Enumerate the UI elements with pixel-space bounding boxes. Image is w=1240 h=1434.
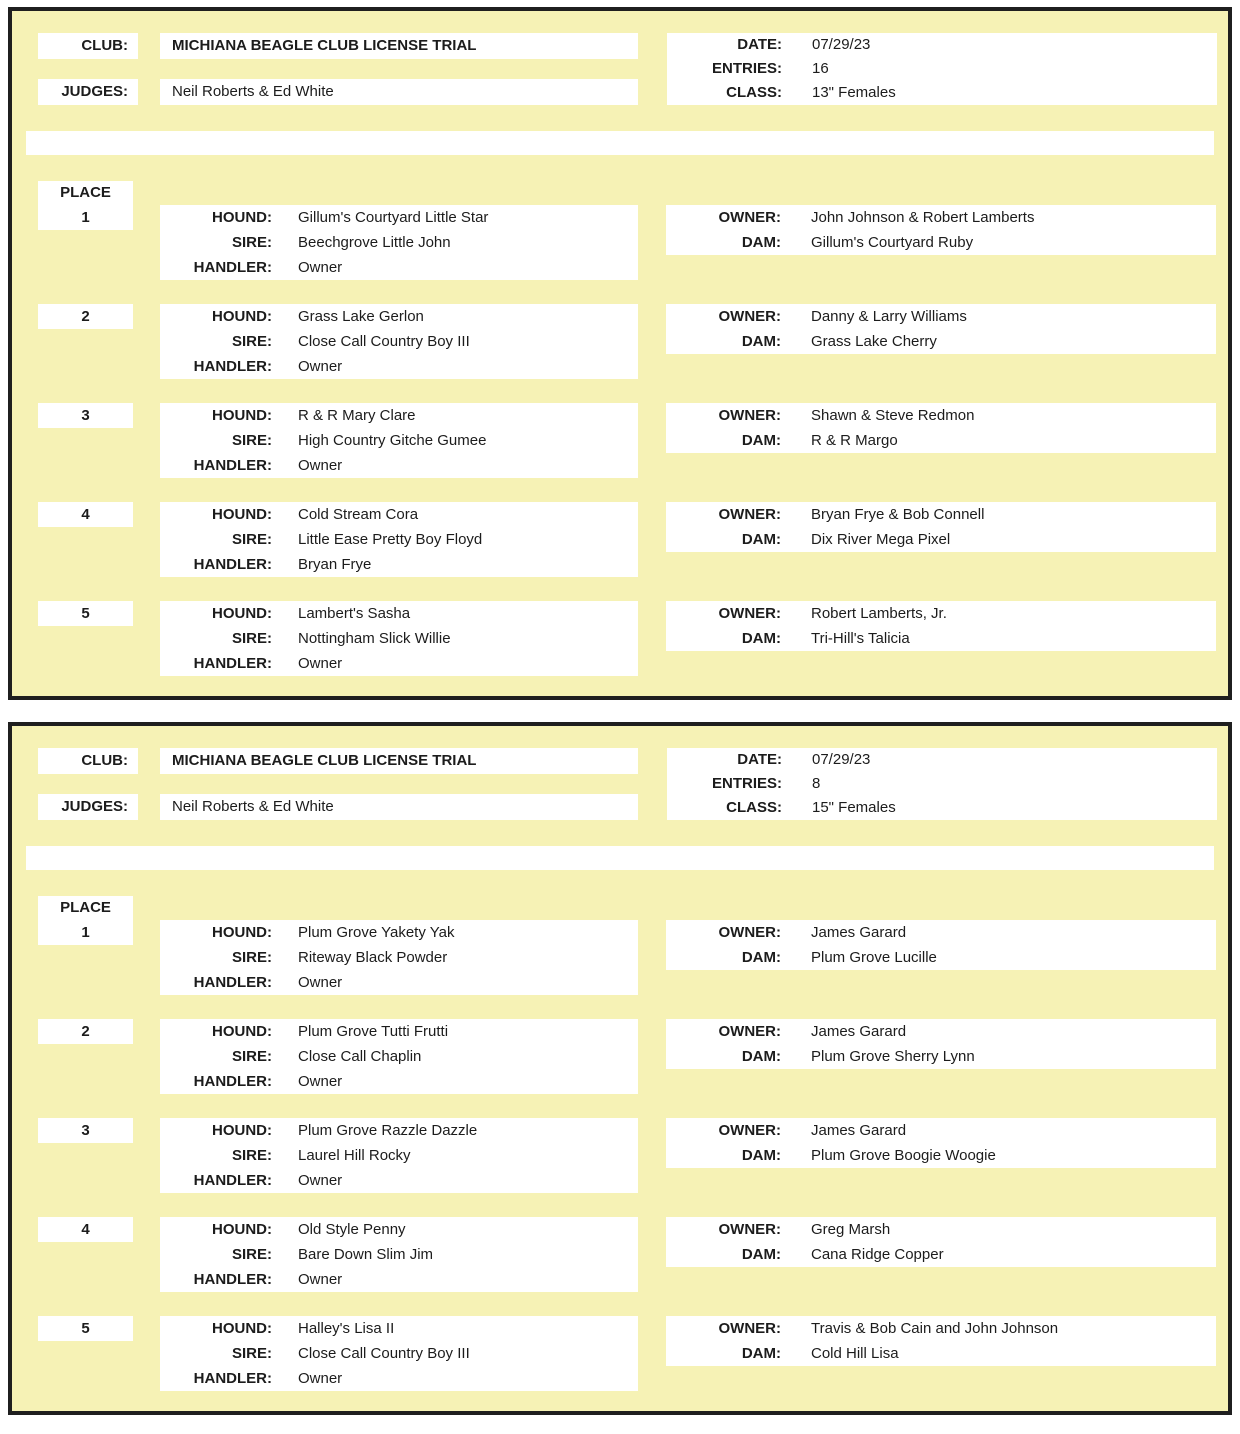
hound-info-block (160, 205, 638, 280)
owner-label: OWNER: (718, 1221, 781, 1238)
dam-label: DAM: (741, 432, 781, 449)
handler-value: Owner (298, 457, 343, 474)
hound-info-block (160, 502, 638, 577)
judges-label: JUDGES: (38, 794, 138, 820)
placement-entry-row (12, 1217, 1228, 1292)
judges-row (12, 794, 638, 820)
hound-row (160, 1316, 638, 1341)
place-column-header: PLACE (38, 181, 133, 205)
hound-info-block (160, 601, 638, 676)
placement-entry (12, 403, 1228, 478)
handler-row (160, 255, 638, 280)
handler-row (160, 354, 638, 379)
dam-value: Plum Grove Sherry Lynn (811, 1048, 975, 1065)
class-label: CLASS: (726, 84, 782, 101)
placement-entry-row (12, 205, 1228, 280)
hound-value: Old Style Penny (298, 1221, 406, 1238)
sire-value: Nottingham Slick Willie (298, 630, 451, 647)
placement-entry (12, 1316, 1228, 1391)
sire-row (160, 428, 638, 453)
sire-value: High Country Gitche Gumee (298, 432, 487, 449)
empty-spreadsheet-band (26, 846, 1214, 870)
dam-row (666, 428, 1216, 453)
sheets-root (8, 7, 1232, 1415)
place-number: 3 (38, 1118, 133, 1143)
sire-label: SIRE: (231, 1147, 272, 1164)
hound-row (160, 403, 638, 428)
owner-info-block (666, 205, 1216, 255)
owner-row (666, 1019, 1216, 1044)
sire-label: SIRE: (231, 630, 272, 647)
handler-value: Owner (298, 1271, 343, 1288)
entries-list (12, 896, 1228, 1391)
owner-row (666, 304, 1216, 329)
owner-row (666, 205, 1216, 230)
date-row (667, 33, 1217, 57)
header-right (667, 748, 1217, 820)
owner-label: OWNER: (718, 407, 781, 424)
owner-info-block (666, 502, 1216, 552)
owner-value: Robert Lamberts, Jr. (811, 605, 947, 622)
owner-info-block (666, 920, 1216, 970)
sire-label: SIRE: (231, 333, 272, 350)
placement-entry (12, 502, 1228, 577)
handler-value: Owner (298, 358, 343, 375)
hound-row (160, 1118, 638, 1143)
place-number: 5 (38, 601, 133, 626)
placement-entry (12, 304, 1228, 379)
sire-row (160, 527, 638, 552)
placement-entry-row (12, 1019, 1228, 1094)
hound-label: HOUND: (212, 506, 272, 523)
hound-info-block (160, 1316, 638, 1391)
handler-label: HANDLER: (193, 1271, 272, 1288)
club-label: CLUB: (38, 748, 138, 774)
placement-entry-row (12, 502, 1228, 577)
entries-label: ENTRIES: (711, 775, 782, 792)
placement-entry (12, 1217, 1228, 1292)
club-value: MICHIANA BEAGLE CLUB LICENSE TRIAL (160, 748, 638, 774)
sire-row (160, 945, 638, 970)
place-number: 5 (38, 1316, 133, 1341)
dam-value: Cold Hill Lisa (811, 1345, 899, 1362)
hound-value: Plum Grove Yakety Yak (298, 924, 455, 941)
date-row (667, 748, 1217, 772)
handler-label: HANDLER: (193, 1172, 272, 1189)
sire-row (160, 1143, 638, 1168)
dam-label: DAM: (741, 531, 781, 548)
class-value: 15" Females (812, 799, 896, 816)
owner-label: OWNER: (718, 924, 781, 941)
hound-row (160, 502, 638, 527)
dam-label: DAM: (741, 234, 781, 251)
owner-info-block (666, 601, 1216, 651)
owner-label: OWNER: (718, 605, 781, 622)
hound-label: HOUND: (212, 407, 272, 424)
handler-row (160, 1069, 638, 1094)
hound-label: HOUND: (212, 924, 272, 941)
sire-label: SIRE: (231, 1048, 272, 1065)
handler-row (160, 970, 638, 995)
placement-entry (12, 601, 1228, 676)
place-number: 4 (38, 502, 133, 527)
placement-entry (12, 1019, 1228, 1094)
sheet-header (12, 726, 1228, 820)
owner-label: OWNER: (718, 308, 781, 325)
hound-info-block (160, 920, 638, 995)
handler-label: HANDLER: (193, 974, 272, 991)
owner-label: OWNER: (718, 506, 781, 523)
owner-label: OWNER: (718, 1023, 781, 1040)
owner-info-block (666, 1019, 1216, 1069)
dam-label: DAM: (741, 1246, 781, 1263)
place-number: 2 (38, 304, 133, 329)
owner-label: OWNER: (718, 1122, 781, 1139)
owner-row (666, 1118, 1216, 1143)
placement-entry-row (12, 1316, 1228, 1391)
sire-value: Bare Down Slim Jim (298, 1246, 434, 1263)
hound-info-block (160, 304, 638, 379)
hound-label: HOUND: (212, 209, 272, 226)
dam-value: Tri-Hill's Talicia (811, 630, 910, 647)
hound-value: Plum Grove Razzle Dazzle (298, 1122, 478, 1139)
hound-row (160, 205, 638, 230)
sire-value: Close Call Chaplin (298, 1048, 422, 1065)
owner-info-block (666, 304, 1216, 354)
owner-value: Danny & Larry Williams (811, 308, 967, 325)
sire-value: Close Call Country Boy III (298, 1345, 470, 1362)
owner-row (666, 601, 1216, 626)
hound-row (160, 601, 638, 626)
handler-row (160, 651, 638, 676)
placement-entry-row (12, 920, 1228, 995)
hound-label: HOUND: (212, 1122, 272, 1139)
hound-info-block (160, 1217, 638, 1292)
dam-row (666, 945, 1216, 970)
handler-row (160, 1168, 638, 1193)
handler-label: HANDLER: (193, 655, 272, 672)
placement-entry-row (12, 1118, 1228, 1193)
sire-label: SIRE: (231, 531, 272, 548)
hound-value: Plum Grove Tutti Frutti (298, 1023, 449, 1040)
dam-label: DAM: (741, 333, 781, 350)
entries-value: 8 (812, 775, 821, 792)
place-number: 2 (38, 1019, 133, 1044)
dam-row (666, 527, 1216, 552)
placement-entry-row (12, 601, 1228, 676)
sire-value: Little Ease Pretty Boy Floyd (298, 531, 483, 548)
dam-label: DAM: (741, 1345, 781, 1362)
dam-row (666, 1242, 1216, 1267)
handler-value: Owner (298, 259, 343, 276)
header-right (667, 33, 1217, 105)
date-value: 07/29/23 (812, 36, 871, 53)
empty-spreadsheet-band (26, 131, 1214, 155)
date-label: DATE: (737, 36, 782, 53)
place-header-row (12, 896, 1228, 920)
owner-label: OWNER: (718, 209, 781, 226)
handler-value: Owner (298, 1370, 343, 1387)
hound-value: R & R Mary Clare (298, 407, 416, 424)
handler-label: HANDLER: (193, 1073, 272, 1090)
hound-info-block (160, 1118, 638, 1193)
owner-row (666, 403, 1216, 428)
dam-value: Gillum's Courtyard Ruby (811, 234, 974, 251)
owner-value: James Garard (811, 924, 907, 941)
sire-value: Riteway Black Powder (298, 949, 448, 966)
place-number: 4 (38, 1217, 133, 1242)
handler-value: Bryan Frye (298, 556, 372, 573)
header-left (12, 33, 638, 105)
owner-info-block (666, 1217, 1216, 1267)
judges-row (12, 79, 638, 105)
class-label: CLASS: (726, 799, 782, 816)
handler-label: HANDLER: (193, 259, 272, 276)
entries-row (667, 57, 1217, 81)
handler-value: Owner (298, 655, 343, 672)
judges-value: Neil Roberts & Ed White (160, 79, 638, 105)
hound-label: HOUND: (212, 605, 272, 622)
placement-entry (12, 896, 1228, 995)
club-label: CLUB: (38, 33, 138, 59)
hound-label: HOUND: (212, 1023, 272, 1040)
handler-row (160, 552, 638, 577)
club-value: MICHIANA BEAGLE CLUB LICENSE TRIAL (160, 33, 638, 59)
hound-label: HOUND: (212, 1221, 272, 1238)
sire-row (160, 230, 638, 255)
hound-info-block (160, 1019, 638, 1094)
owner-row (666, 1316, 1216, 1341)
dam-label: DAM: (741, 949, 781, 966)
class-row (667, 81, 1217, 105)
dam-label: DAM: (741, 1147, 781, 1164)
handler-row (160, 1366, 638, 1391)
hound-value: Gillum's Courtyard Little Star (298, 209, 489, 226)
sire-label: SIRE: (231, 1246, 272, 1263)
dam-row (666, 1341, 1216, 1366)
dam-value: Plum Grove Lucille (811, 949, 937, 966)
club-row (12, 33, 638, 59)
sire-label: SIRE: (231, 234, 272, 251)
sire-row (160, 329, 638, 354)
hound-label: HOUND: (212, 308, 272, 325)
sire-value: Beechgrove Little John (298, 234, 451, 251)
placement-entry-row (12, 403, 1228, 478)
class-value: 13" Females (812, 84, 896, 101)
sire-value: Close Call Country Boy III (298, 333, 470, 350)
handler-value: Owner (298, 1073, 343, 1090)
entries-list (12, 181, 1228, 676)
owner-value: Travis & Bob Cain and John Johnson (811, 1320, 1059, 1337)
hound-value: Halley's Lisa II (298, 1320, 395, 1337)
sire-label: SIRE: (231, 432, 272, 449)
owner-value: James Garard (811, 1023, 907, 1040)
hound-row (160, 304, 638, 329)
owner-info-block (666, 1118, 1216, 1168)
sire-row (160, 1242, 638, 1267)
dam-value: Grass Lake Cherry (811, 333, 937, 350)
hound-value: Lambert's Sasha (298, 605, 411, 622)
owner-label: OWNER: (718, 1320, 781, 1337)
dam-value: Plum Grove Boogie Woogie (811, 1147, 996, 1164)
place-header-row (12, 181, 1228, 205)
handler-label: HANDLER: (193, 457, 272, 474)
dam-label: DAM: (741, 1048, 781, 1065)
trial-results-sheet (8, 7, 1232, 700)
dam-value: Cana Ridge Copper (811, 1246, 944, 1263)
dam-row (666, 230, 1216, 255)
handler-label: HANDLER: (193, 358, 272, 375)
dam-row (666, 1143, 1216, 1168)
handler-value: Owner (298, 974, 343, 991)
dam-row (666, 1044, 1216, 1069)
hound-info-block (160, 403, 638, 478)
owner-value: Greg Marsh (811, 1221, 891, 1238)
date-label: DATE: (737, 751, 782, 768)
owner-value: Shawn & Steve Redmon (811, 407, 975, 424)
hound-row (160, 920, 638, 945)
hound-label: HOUND: (212, 1320, 272, 1337)
dam-value: Dix River Mega Pixel (811, 531, 951, 548)
hound-value: Grass Lake Gerlon (298, 308, 424, 325)
sire-row (160, 626, 638, 651)
hound-value: Cold Stream Cora (298, 506, 419, 523)
handler-row (160, 1267, 638, 1292)
entries-value: 16 (812, 60, 829, 77)
handler-label: HANDLER: (193, 556, 272, 573)
placement-entry-row (12, 304, 1228, 379)
owner-info-block (666, 1316, 1216, 1366)
owner-row (666, 920, 1216, 945)
judges-label: JUDGES: (38, 79, 138, 105)
entries-label: ENTRIES: (711, 60, 782, 77)
place-column-header: PLACE (38, 896, 133, 920)
sheet-header (12, 11, 1228, 105)
place-number: 1 (38, 205, 133, 230)
handler-value: Owner (298, 1172, 343, 1189)
club-row (12, 748, 638, 774)
sire-label: SIRE: (231, 1345, 272, 1362)
handler-label: HANDLER: (193, 1370, 272, 1387)
trial-results-sheet (8, 722, 1232, 1415)
sire-label: SIRE: (231, 949, 272, 966)
class-row (667, 796, 1217, 820)
sire-row (160, 1341, 638, 1366)
placement-entry (12, 181, 1228, 280)
place-number: 3 (38, 403, 133, 428)
dam-value: R & R Margo (811, 432, 898, 449)
owner-row (666, 502, 1216, 527)
hound-row (160, 1217, 638, 1242)
owner-value: John Johnson & Robert Lamberts (811, 209, 1035, 226)
sire-row (160, 1044, 638, 1069)
entries-row (667, 772, 1217, 796)
dam-label: DAM: (741, 630, 781, 647)
place-number: 1 (38, 920, 133, 945)
owner-info-block (666, 403, 1216, 453)
date-value: 07/29/23 (812, 751, 871, 768)
dam-row (666, 329, 1216, 354)
owner-value: Bryan Frye & Bob Connell (811, 506, 985, 523)
placement-entry (12, 1118, 1228, 1193)
hound-row (160, 1019, 638, 1044)
owner-row (666, 1217, 1216, 1242)
judges-value: Neil Roberts & Ed White (160, 794, 638, 820)
header-left (12, 748, 638, 820)
owner-value: James Garard (811, 1122, 907, 1139)
sire-value: Laurel Hill Rocky (298, 1147, 411, 1164)
dam-row (666, 626, 1216, 651)
handler-row (160, 453, 638, 478)
